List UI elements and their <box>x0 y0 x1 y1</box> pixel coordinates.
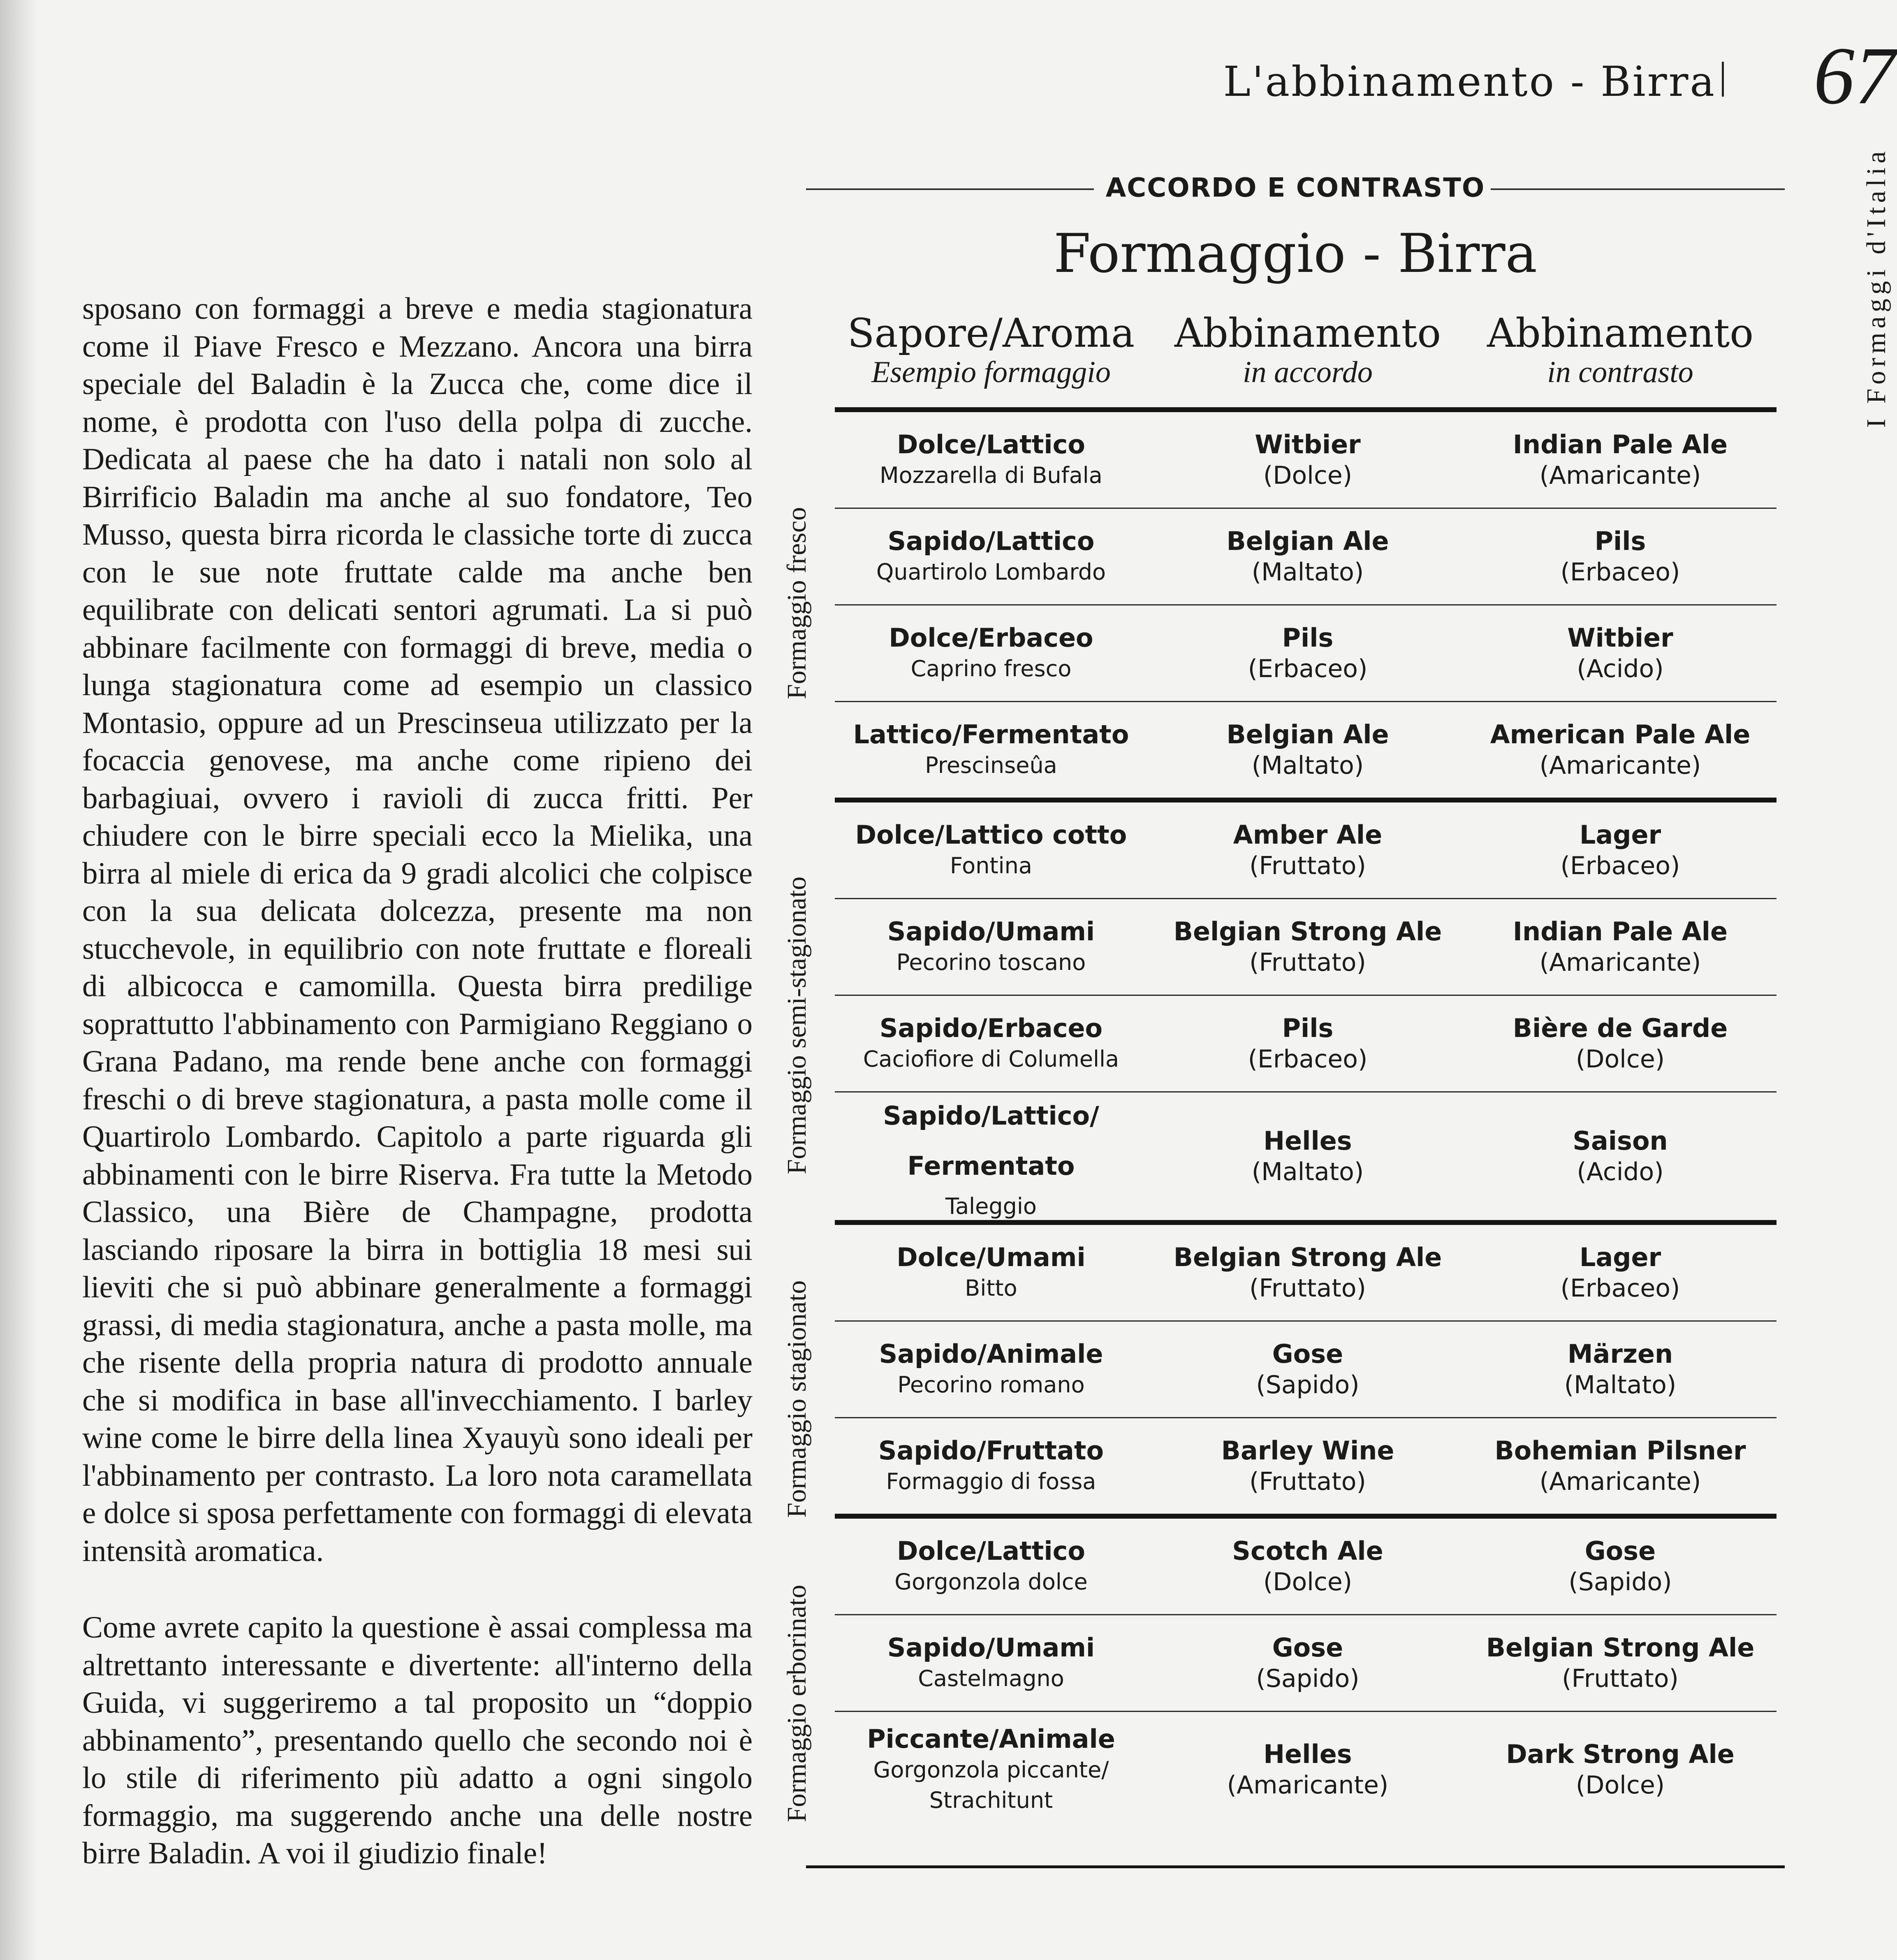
accord-cell <box>1151 899 1464 995</box>
pairing-table <box>835 407 1777 1827</box>
contrast-note: (Erbaceo) <box>1560 1274 1680 1303</box>
accord-beer: Gose <box>1272 1339 1343 1369</box>
contrast-cell <box>1464 702 1777 798</box>
accord-note: (Maltato) <box>1251 558 1364 587</box>
flavor: Sapido/Fruttato <box>878 1436 1104 1466</box>
flavor: Dolce/Lattico cotto <box>855 820 1127 850</box>
contrast-note: (Maltato) <box>1564 1371 1677 1399</box>
page-gutter-shadow <box>0 0 37 1960</box>
contrast-beer: Pils <box>1594 526 1646 556</box>
table-row <box>835 412 1777 509</box>
accord-cell <box>1151 996 1464 1091</box>
contrast-note: (Sapido) <box>1568 1568 1672 1596</box>
table-row <box>835 702 1777 798</box>
cheese-example: Caprino fresco <box>910 656 1072 682</box>
cheese-example: Caciofiore di Columella <box>863 1046 1119 1072</box>
group-label: Formaggio semi-stagionato <box>782 876 812 1174</box>
table-row <box>835 803 1777 899</box>
flavor: Lattico/Fermentato <box>853 719 1129 749</box>
accord-note: (Fruttato) <box>1249 948 1366 977</box>
flavor-cell <box>835 1615 1147 1711</box>
body-paragraph: Come avrete capito la questione è assai complessa ma altrettanto interessante e divertente: all'interno della Guida, vi suggeriremo a tal proposito un “doppio abbinamento”, presentando quello che secondo noi è lo stile di riferimento più adatto a ogni singolo formaggio, ma suggerendo anche una delle nostre birre Baladin. A voi il giudizio finale! <box>82 1610 753 1870</box>
cheese-example: Castelmagno <box>918 1665 1064 1691</box>
cheese-example: Prescinseûa <box>925 752 1057 778</box>
accord-cell <box>1151 1418 1464 1514</box>
flavor: Sapido/Umami <box>887 1633 1095 1663</box>
contrast-beer: Lager <box>1579 820 1661 850</box>
flavor-cell <box>835 702 1147 798</box>
cheese-example: Pecorino toscano <box>896 949 1086 975</box>
table-row <box>835 605 1777 702</box>
group-label: Formaggio fresco <box>782 507 812 699</box>
accord-beer: Witbier <box>1255 429 1361 459</box>
flavor: Sapido/Animale <box>879 1339 1103 1369</box>
cheese-example: Taleggio <box>945 1193 1037 1219</box>
cheese-example: Gorgonzola dolce <box>894 1569 1088 1595</box>
contrast-note: (Amaricante) <box>1539 751 1701 780</box>
group-divider <box>835 407 1777 412</box>
accord-beer: Belgian Ale <box>1226 719 1389 749</box>
cheese-example: Fontina <box>950 853 1032 879</box>
accord-beer: Pils <box>1282 1013 1334 1043</box>
flavor: Dolce/Lattico <box>897 1536 1085 1566</box>
accord-beer: Belgian Strong Ale <box>1173 916 1442 946</box>
column-header-title: Abbinamento <box>1174 310 1441 356</box>
cheese-example-line-1: Gorgonzola piccante/ <box>873 1757 1109 1783</box>
accord-note: (Sapido) <box>1256 1664 1360 1693</box>
accord-note: (Fruttato) <box>1249 1274 1366 1303</box>
accord-beer: Pils <box>1282 623 1334 653</box>
flavor-cell <box>835 996 1147 1091</box>
contrast-cell <box>1464 1092 1777 1220</box>
contrast-note: (Dolce) <box>1575 1045 1665 1074</box>
accord-beer: Gose <box>1272 1633 1343 1663</box>
column-header-subtitle: Esempio formaggio <box>871 355 1111 389</box>
flavor-cell <box>835 605 1147 701</box>
group-label-fresh <box>773 411 822 798</box>
group-label-semi-aged <box>773 819 822 1250</box>
contrast-beer: Dark Strong Ale <box>1506 1739 1735 1769</box>
accord-cell <box>1151 1092 1464 1220</box>
contrast-cell <box>1464 1519 1777 1614</box>
table-row <box>835 1418 1777 1514</box>
contrast-cell <box>1464 803 1777 898</box>
contrast-note: (Acido) <box>1577 654 1664 683</box>
accord-beer: Amber Ale <box>1233 820 1383 850</box>
flavor-cell <box>835 1092 1147 1220</box>
contrast-note: (Amaricante) <box>1539 948 1701 977</box>
contrast-note: (Acido) <box>1577 1157 1664 1186</box>
flavor: Dolce/Erbaceo <box>889 623 1093 653</box>
contrast-beer: Witbier <box>1567 623 1673 653</box>
accord-beer: Belgian Strong Ale <box>1173 1242 1442 1272</box>
contrast-beer: Indian Pale Ale <box>1513 429 1728 459</box>
accord-beer: Scotch Ale <box>1232 1536 1383 1566</box>
accord-cell <box>1151 412 1464 508</box>
flavor-cell <box>835 1519 1147 1614</box>
accord-beer: Belgian Ale <box>1226 526 1389 556</box>
accord-note: (Erbaceo) <box>1248 654 1368 683</box>
contrast-note: (Dolce) <box>1575 1771 1665 1800</box>
flavor: Piccante/Animale <box>867 1724 1115 1754</box>
contrast-note: (Fruttato) <box>1562 1664 1679 1693</box>
contrast-beer: Gose <box>1584 1536 1656 1566</box>
flavor-cell <box>835 1225 1147 1320</box>
contrast-cell <box>1464 509 1777 604</box>
table-row <box>835 996 1777 1092</box>
table-row <box>835 1519 1777 1615</box>
accord-cell <box>1151 702 1464 798</box>
flavor: Dolce/Umami <box>896 1242 1086 1272</box>
group-label: Formaggio erborinato <box>782 1584 812 1822</box>
accord-note: (Dolce) <box>1263 461 1353 490</box>
table-row <box>835 899 1777 996</box>
accord-note: (Erbaceo) <box>1248 1045 1368 1074</box>
table-row <box>835 509 1777 605</box>
section-label-row <box>806 173 1785 206</box>
running-head: L'abbinamento - Birra <box>1223 58 1716 106</box>
accord-cell <box>1151 1712 1464 1827</box>
group-label: Formaggio stagionato <box>782 1280 812 1518</box>
accord-note: (Sapido) <box>1256 1371 1360 1399</box>
accord-cell <box>1151 1519 1464 1614</box>
group-label-blue <box>773 1559 822 1863</box>
contrast-note: (Amaricante) <box>1539 461 1701 490</box>
accord-note: (Dolce) <box>1263 1568 1353 1596</box>
flavor-line-2: Fermentato <box>907 1151 1075 1181</box>
table-row <box>835 1712 1777 1827</box>
section-label: ACCORDO E CONTRASTO <box>1105 173 1485 203</box>
table-row <box>835 1092 1777 1220</box>
body-paragraph: sposano con formaggi a breve e media stagionatura come il Piave Fresco e Mezzano. Ancora una birra speciale del Baladin è la Zucca che, come dice il nome, è prodotta con l'uso della polpa di zucche. Dedicata al paese che ha dato i natali non solo al Birrificio Baladin ma anche al suo fondatore, Teo Musso, questa birra ricorda le classiche torte di zucca con le sue note fruttate calde ma anche ben equilibrate con delicati sentori agrumati. La si può abbinare facilmente con formaggi di breve, media o lunga stagionatura come ad esempio un classico Montasio, oppure ad un Prescinseua utilizzato per la focaccia genovese, ma anche come ripieno dei barbagiuai, ovvero i ravioli di zucca fritti. Per chiudere con le birre speciali ecco la Mielika, una birra al miele di erica da 9 gradi alcolici che colpisce con la sua delicata dolcezza, presente ma non stucchevole, in equilibrio con note fruttate e floreali di albicocca e camomilla. Questa birra predilige soprattutto l'abbinamento con Parmigiano Reggiano o Grana Padano, ma rende bene anche con formaggi freschi o di breve stagionatura, a pasta molle come il Quartirolo Lombardo. Capitolo a parte riguarda gli abbinamenti con le birre Riserva. Fra tutte la Metodo Classico, una Bière de Champagne, prodotta lasciando riposare la birra in bottiglia 18 mesi sui lieviti che si può abbinare generalmente a formaggi grassi, di media stagionatura, anche a pasta molle, ma che risente della propria natura di prodotto annuale che si modifica in base all'invecchiamento. I barley wine come le birre della linea Xyauyù sono ideali per l'abbinamento per contrasto. La loro nota caramellata e dolce si sposa perfettamente con formaggi di elevata intensità aromatica. <box>82 292 753 1568</box>
accord-note: (Fruttato) <box>1249 851 1366 880</box>
accord-beer: Helles <box>1263 1739 1352 1769</box>
flavor-cell <box>835 1322 1147 1417</box>
contrast-cell <box>1464 1712 1777 1827</box>
flavor-cell <box>835 1418 1147 1514</box>
table-title: Formaggio - Birra <box>1053 222 1538 285</box>
body-text-column <box>82 290 753 1872</box>
column-header-contrast <box>1464 310 1777 391</box>
flavor-cell <box>835 1712 1147 1827</box>
flavor: Sapido/Umami <box>887 916 1095 946</box>
flavor-cell <box>835 509 1147 604</box>
contrast-beer: Bohemian Pilsner <box>1494 1436 1746 1466</box>
page-number: 67 <box>1814 30 1896 121</box>
table-bottom-rule <box>806 1865 1785 1868</box>
contrast-beer: Märzen <box>1567 1339 1673 1369</box>
flavor: Sapido/Erbaceo <box>879 1013 1103 1043</box>
accord-note: (Maltato) <box>1251 751 1364 780</box>
table-row <box>835 1615 1777 1712</box>
contrast-beer: Lager <box>1579 1242 1661 1272</box>
column-header-title: Sapore/Aroma <box>847 310 1135 356</box>
side-title-container <box>1861 140 1894 428</box>
flavor-cell <box>835 803 1147 898</box>
flavor-cell <box>835 412 1147 508</box>
flavor: Dolce/Lattico <box>897 429 1085 459</box>
contrast-beer: Belgian Strong Ale <box>1486 1633 1755 1663</box>
accord-cell <box>1151 605 1464 701</box>
contrast-cell <box>1464 899 1777 995</box>
cheese-example-line-2: Strachitunt <box>929 1787 1053 1813</box>
accord-cell <box>1151 1322 1464 1417</box>
cheese-example: Formaggio di fossa <box>886 1468 1096 1494</box>
contrast-beer: Saison <box>1573 1126 1668 1156</box>
contrast-cell <box>1464 412 1777 508</box>
accord-note: (Maltato) <box>1251 1157 1364 1186</box>
accord-note: (Amaricante) <box>1227 1771 1389 1800</box>
column-header-subtitle: in contrasto <box>1547 355 1693 389</box>
cheese-example: Bitto <box>965 1275 1017 1301</box>
contrast-cell <box>1464 1322 1777 1417</box>
contrast-cell <box>1464 1225 1777 1320</box>
side-title: I Formaggi d'Italia <box>1861 147 1891 428</box>
cheese-example: Quartirolo Lombardo <box>876 559 1106 585</box>
column-header-title: Abbinamento <box>1487 310 1754 356</box>
table-row <box>835 1225 1777 1322</box>
contrast-cell <box>1464 1418 1777 1514</box>
contrast-note: (Erbaceo) <box>1560 558 1680 587</box>
group-divider <box>835 1514 1777 1519</box>
group-label-aged <box>773 1255 822 1551</box>
contrast-cell <box>1464 1615 1777 1711</box>
cheese-example: Mozzarella di Bufala <box>880 462 1103 488</box>
accord-beer: Barley Wine <box>1221 1436 1394 1466</box>
contrast-note: (Erbaceo) <box>1560 851 1680 880</box>
accord-cell <box>1151 1615 1464 1711</box>
accord-cell <box>1151 803 1464 898</box>
contrast-beer: American Pale Ale <box>1490 719 1751 749</box>
contrast-beer: Indian Pale Ale <box>1513 916 1728 946</box>
column-header-subtitle: in accordo <box>1243 355 1373 389</box>
contrast-beer: Bière de Garde <box>1513 1013 1728 1043</box>
contrast-cell <box>1464 605 1777 701</box>
accord-beer: Helles <box>1263 1126 1352 1156</box>
flavor: Sapido/Lattico <box>887 526 1095 556</box>
accord-note: (Fruttato) <box>1249 1467 1366 1496</box>
contrast-cell <box>1464 996 1777 1091</box>
header-separator <box>1722 62 1724 97</box>
column-header-flavor <box>835 310 1147 391</box>
table-row <box>835 1322 1777 1418</box>
contrast-note: (Amaricante) <box>1539 1467 1701 1496</box>
accord-cell <box>1151 1225 1464 1320</box>
cheese-example: Pecorino romano <box>897 1372 1085 1398</box>
flavor-cell <box>835 899 1147 995</box>
group-divider <box>835 798 1777 803</box>
flavor-line-1: Sapido/Lattico/ <box>883 1101 1099 1131</box>
accord-cell <box>1151 509 1464 604</box>
column-header-accord <box>1151 310 1464 391</box>
